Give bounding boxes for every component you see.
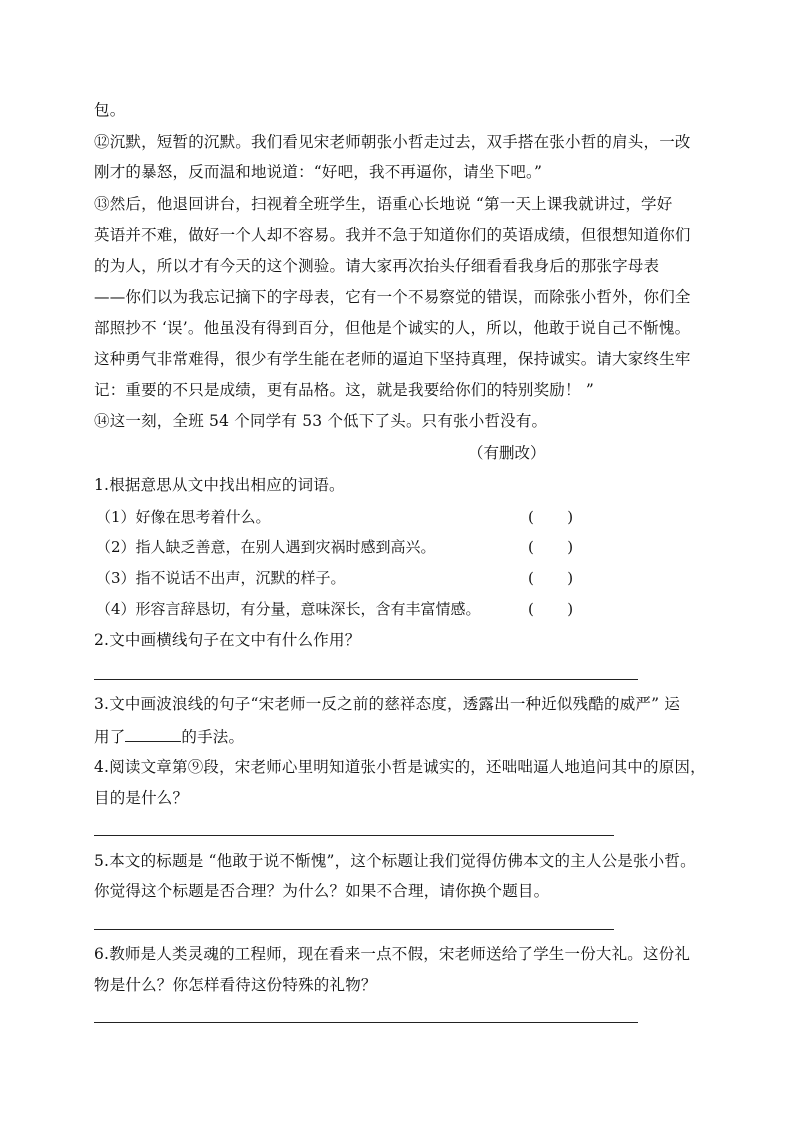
question-6-answer-line[interactable] xyxy=(94,1022,638,1023)
question-2-title: 2.文中画横线句子在文中有什么作用？ xyxy=(94,631,361,649)
question-5-line-2: 你觉得这个标题是否合理？为什么？如果不合理，请你换个题目。 xyxy=(94,882,550,900)
question-3-text-before: 用了 xyxy=(94,728,126,746)
question-4-line-2: 目的是什么？ xyxy=(94,789,189,807)
passage-line-7: ——你们以为我忘记摘下的字母表，它有一个不易察觉的错误，而除张小哲外，你们全 xyxy=(94,288,691,306)
question-3-line-1: 3.文中画波浪线的句子“宋老师一反之前的慈祥态度，透露出一种近似残酷的威严” 运 xyxy=(94,695,681,713)
source-note: （有删改） xyxy=(468,444,546,462)
question-2-answer-line[interactable] xyxy=(94,679,638,680)
question-6-line-2: 物是什么？你怎样看待这份特殊的礼物？ xyxy=(94,976,377,994)
question-3-blank[interactable] xyxy=(125,725,181,742)
question-1-answer-4[interactable]: ( ) xyxy=(528,600,574,618)
question-1-item-3: （3）指不说话不出声，沉默的样子。 xyxy=(96,569,346,587)
question-1-title: 1.根据意思从文中找出相应的词语。 xyxy=(94,476,345,494)
question-3-text-after: 的手法。 xyxy=(181,728,245,746)
passage-line-4: ⑬然后，他退回讲台，扫视着全班学生，语重心长地说 “第一天上课我就讲过，学好 xyxy=(94,195,673,213)
passage-line-8: 部照抄不 ‘误’。他虽没有得到百分，但他是个诚实的人，所以，他敢于说自己不惭愧。 xyxy=(94,319,691,337)
question-1-answer-1[interactable]: ( ) xyxy=(528,508,574,526)
question-5-answer-line[interactable] xyxy=(94,929,614,930)
question-1-item-4: （4）形容言辞恳切，有分量，意味深长，含有丰富情感。 xyxy=(96,600,481,618)
passage-line-1: 包。 xyxy=(94,101,126,119)
question-6-line-1: 6.教师是人类灵魂的工程师，现在看来一点不假，宋老师送给了学生一份大礼。这份礼 xyxy=(94,945,691,963)
passage-line-3: 刚才的暴怒，反而温和地说道：“好吧，我不再逼你，请坐下吧。” xyxy=(94,163,543,181)
question-5-line-1: 5.本文的标题是 “他敢于说不惭愧”，这个标题让我们觉得仿佛本文的主人公是张小哲。 xyxy=(94,852,696,870)
passage-line-9: 这种勇气非常难得，很少有学生能在老师的逼迫下坚持真理，保持诚实。请大家终生牢 xyxy=(94,350,691,368)
passage-line-6: 的为人，所以才有今天的这个测验。请大家再次抬头仔细看看我身后的那张字母表 xyxy=(94,257,660,275)
passage-line-10: 记：重要的不只是成绩，更有品格。这，就是我要给你们的特别奖励！ ” xyxy=(94,381,594,399)
question-1-item-1: （1）好像在思考着什么。 xyxy=(96,508,271,526)
passage-line-5: 英语并不难，做好一个人却不容易。我并不急于知道你们的英语成绩，但很想知道你们 xyxy=(94,226,691,244)
passage-line-2: ⑫沉默，短暂的沉默。我们看见宋老师朝张小哲走过去，双手搭在张小哲的肩头，一改 xyxy=(94,133,691,151)
question-3-line-2 xyxy=(94,725,244,747)
question-1-answer-3[interactable]: ( ) xyxy=(528,569,574,587)
question-4-answer-line[interactable] xyxy=(94,835,614,836)
question-1-answer-2[interactable]: ( ) xyxy=(528,538,574,556)
question-4-line-1: 4.阅读文章第⑨段，宋老师心里明知道张小哲是诚实的，还咄咄逼人地追问其中的原因， xyxy=(94,758,706,776)
question-1-item-2: （2）指人缺乏善意，在别人遇到灾祸时感到高兴。 xyxy=(96,538,436,556)
passage-line-11: ⑭这一刻，全班 54 个同学有 53 个低下了头。只有张小哲没有。 xyxy=(94,412,548,430)
